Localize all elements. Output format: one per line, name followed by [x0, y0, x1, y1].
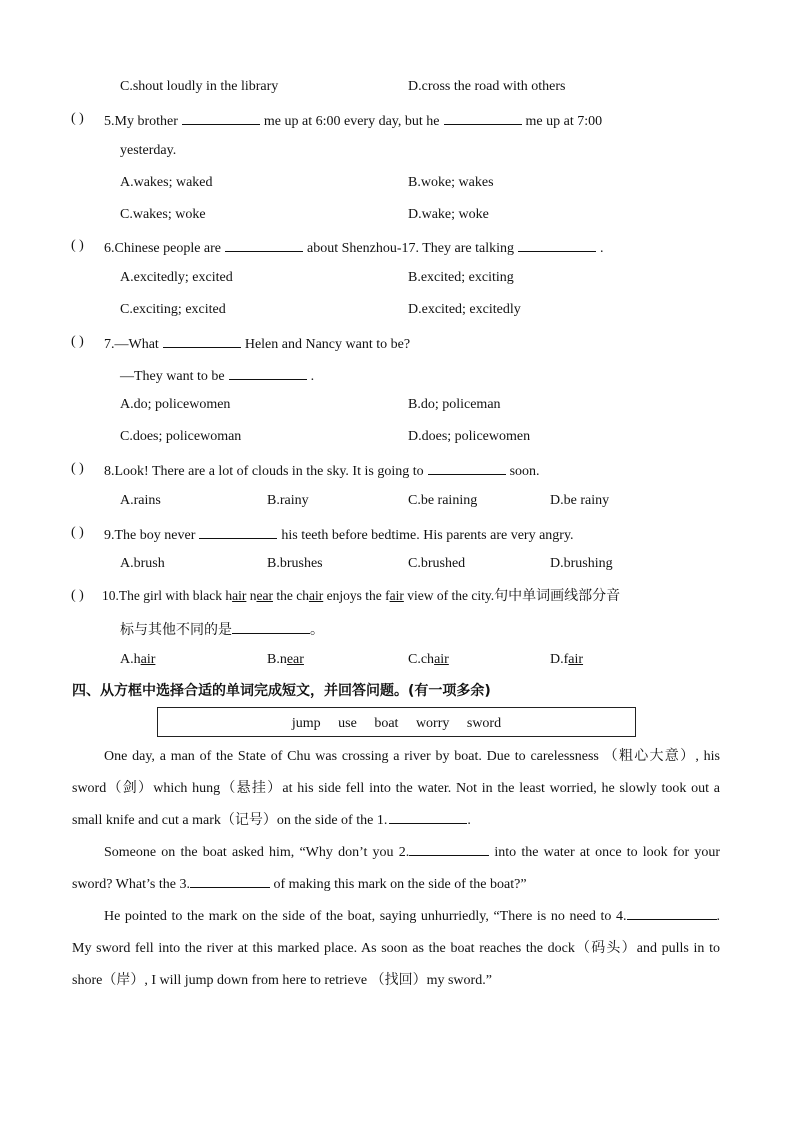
- q7-option-d: D.does; policewomen: [408, 429, 531, 444]
- q7-line2: [120, 365, 314, 386]
- q5-answer-paren[interactable]: ( ): [71, 111, 84, 126]
- q9-option-b: B.brushes: [267, 556, 323, 571]
- q10-option-a-underlined: air: [140, 652, 156, 667]
- q8-option-b: B.rainy: [267, 493, 309, 508]
- q7-option-b: B.do; policeman: [408, 397, 501, 412]
- section-4-heading: 四、从方框中选择合适的单词完成短文，并回答问题。(有一项多余): [72, 683, 491, 699]
- q10-line2: [120, 619, 324, 639]
- q10-line2-end: 。: [310, 622, 324, 638]
- q7-line2-b: .: [310, 369, 315, 384]
- q10-stem-part-5: view of the city.: [403, 588, 495, 603]
- passage-p2-text-2: into the water at once to look for your sword? What’s the 3.: [72, 845, 720, 892]
- passage-p2-text-1: Someone on the boat asked him, “Why don’t you 2.: [104, 845, 410, 860]
- q9-option-c: C.brushed: [408, 556, 466, 571]
- q5-stem-c: me up at 7:00: [525, 114, 603, 129]
- q10-stem-part-1: 10.The girl with black h: [102, 588, 233, 603]
- q9-answer-paren[interactable]: ( ): [71, 525, 84, 540]
- q6-stem: [104, 237, 603, 258]
- q10-option-c-underlined: air: [434, 652, 449, 667]
- q5-option-b: B.woke; wakes: [408, 175, 494, 190]
- q5-option-c: C.wakes; woke: [120, 207, 206, 222]
- q10-line2-text: 标与其他不同的是: [120, 622, 232, 638]
- word-bank-item: jump: [291, 716, 321, 731]
- q6-stem-b: about Shenzhou-17. They are talking: [307, 241, 514, 256]
- word-bank-item: use: [338, 716, 357, 731]
- q10-option-a: [120, 651, 155, 669]
- q9-stem: [104, 524, 574, 545]
- q8-stem-b: soon.: [509, 464, 540, 479]
- q9-blank-1[interactable]: [199, 524, 277, 539]
- q6-blank-2[interactable]: [518, 237, 596, 252]
- q9-option-d: D.brushing: [550, 556, 613, 571]
- q10-underlined-fair: air: [389, 588, 404, 603]
- q10-answer-paren[interactable]: ( ): [71, 588, 84, 603]
- q8-stem-a: 8.Look! There are a lot of clouds in the sky. It is going to: [104, 464, 424, 479]
- q5-stem-b: me up at 6:00 every day, but he: [263, 114, 440, 129]
- passage-p1-end: .: [467, 813, 471, 828]
- q10-option-b: [267, 651, 304, 669]
- q6-option-b: B.excited; exciting: [408, 270, 514, 285]
- q10-underlined-hair: air: [232, 588, 247, 603]
- q7-option-a: A.do; policewomen: [120, 397, 231, 412]
- q6-answer-paren[interactable]: ( ): [71, 238, 84, 253]
- passage-p3-text-2: . My sword fell into the river at this marked place. As soon as the boat reaches the dock（码头）and pulls in to shore（岸）, I will jump down from here to retrieve （找回）my sword.”: [72, 909, 720, 988]
- q7-option-c: C.does; policewoman: [120, 429, 242, 444]
- passage-blank-4[interactable]: [627, 905, 717, 920]
- q6-blank-1[interactable]: [225, 237, 303, 252]
- passage-p3-text-1: He pointed to the mark on the side of the boat, saying unhurriedly, “There is no need to 4.: [104, 909, 627, 924]
- q8-option-d: D.be rainy: [550, 493, 610, 508]
- passage-blank-3[interactable]: [190, 873, 270, 888]
- q8-blank-1[interactable]: [428, 460, 506, 475]
- q9-option-a: A.brush: [120, 556, 165, 571]
- q10-option-c: [408, 651, 449, 669]
- q6-option-d: D.excited; excitedly: [408, 302, 521, 317]
- q6-stem-c: .: [599, 241, 604, 256]
- q5-option-a: A.wakes; waked: [120, 175, 213, 190]
- q10-option-d-prefix: D.f: [550, 652, 569, 667]
- q5-option-d: D.wake; woke: [408, 207, 489, 222]
- q10-option-b-prefix: B.n: [267, 652, 287, 667]
- word-bank-item: worry: [415, 716, 450, 731]
- q10-underlined-near: ear: [256, 588, 273, 603]
- q6-stem-a: 6.Chinese people are: [104, 241, 222, 256]
- q4-option-c: C.shout loudly in the library: [120, 79, 279, 94]
- q10-blank-1[interactable]: [232, 619, 310, 634]
- word-bank-box: [157, 707, 636, 737]
- q8-option-a: A.rains: [120, 493, 161, 508]
- q10-stem: [102, 587, 620, 605]
- q10-option-a-prefix: A.h: [120, 652, 141, 667]
- passage-blank-1[interactable]: [389, 809, 467, 824]
- q7-answer-paren[interactable]: ( ): [71, 334, 84, 349]
- q10-option-d: [550, 651, 583, 669]
- q10-underlined-chair: air: [308, 588, 324, 603]
- q6-option-a: A.excitedly; excited: [120, 270, 233, 285]
- q10-option-c-prefix: C.ch: [408, 652, 435, 667]
- q5-stem-cont: yesterday.: [120, 143, 177, 158]
- q8-answer-paren[interactable]: ( ): [71, 461, 84, 476]
- q5-blank-1[interactable]: [182, 110, 260, 125]
- q7-blank-1[interactable]: [163, 333, 241, 348]
- q5-stem: [104, 110, 602, 131]
- q7-stem: [104, 333, 410, 354]
- passage-p2-text-3: of making this mark on the side of the boat?”: [269, 877, 527, 892]
- passage-p1-text: One day, a man of the State of Chu was crossing a river by boat. Due to carelessness （粗心大意）, his sword（剑）which hung（悬挂）at his side fell into the water. Not in the least worried, he slowly took out a small knife and cut a mark（记号）on the side of the 1.: [72, 749, 720, 828]
- q10-option-d-underlined: air: [568, 652, 584, 667]
- q8-stem: [104, 460, 540, 481]
- word-bank-item: sword: [466, 716, 502, 731]
- q7-stem-a: 7.—What: [104, 337, 159, 352]
- q10-stem-part-3: the ch: [272, 588, 309, 603]
- passage-paragraph-3: [72, 901, 720, 997]
- q7-stem-b: Helen and Nancy want to be?: [244, 337, 411, 352]
- q4-option-d: D.cross the road with others: [408, 79, 566, 94]
- q9-stem-a: 9.The boy never: [104, 528, 196, 543]
- q10-stem-part-2: n: [246, 588, 257, 603]
- q6-option-c: C.exciting; excited: [120, 302, 226, 317]
- passage-paragraph-1: [72, 741, 720, 837]
- q10-option-b-underlined: ear: [286, 652, 304, 667]
- passage-blank-2[interactable]: [409, 841, 489, 856]
- q7-blank-2[interactable]: [229, 365, 307, 380]
- passage-paragraph-2: [72, 837, 720, 901]
- q9-stem-b: his teeth before bedtime. His parents are very angry.: [281, 528, 574, 543]
- q7-line2-a: —They want to be: [120, 369, 225, 384]
- word-bank-item: boat: [374, 716, 399, 731]
- q5-stem-a: 5.My brother: [104, 114, 178, 129]
- q10-stem-chinese: 句中单词画线部分音: [494, 588, 621, 604]
- q8-option-c: C.be raining: [408, 493, 478, 508]
- q10-stem-part-4: enjoys the f: [323, 588, 390, 603]
- q5-blank-2[interactable]: [444, 110, 522, 125]
